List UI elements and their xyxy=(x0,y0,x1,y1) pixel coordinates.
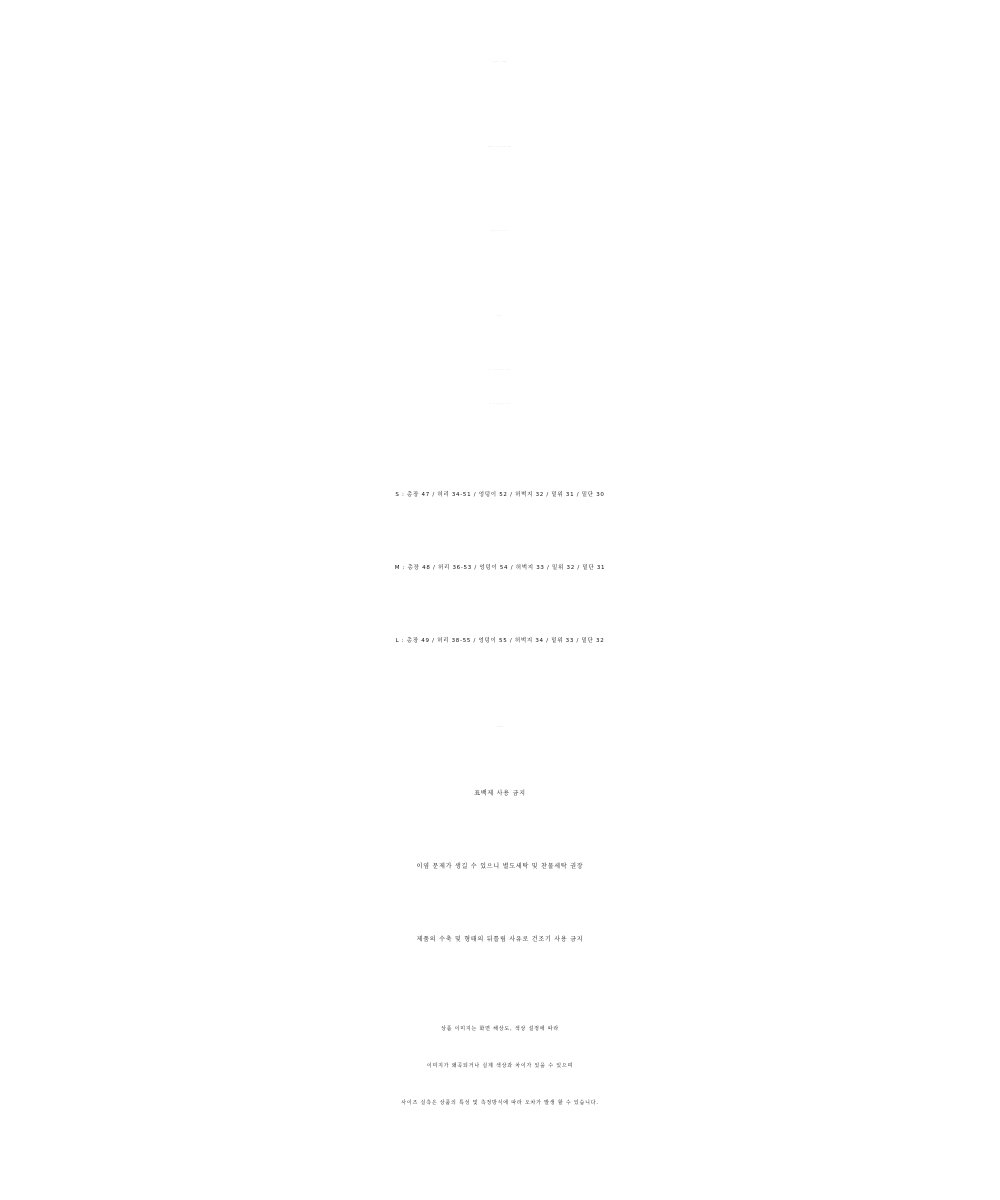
size-row-m: M : 총장 48 / 허리 36-53 / 엉덩이 54 / 허벅지 33 / 밑위 32 / 밑단 31 xyxy=(394,565,606,571)
laundry-item-bleach: 표백제 사용 금지 xyxy=(474,790,526,797)
notice-line-3: 사이즈 실측은 상품의 특성 및 측정방식에 따라 오차가 발생 할 수 있습니다. xyxy=(401,1100,599,1106)
notice-line-2: 이미지가 왜곡되거나 실제 색상과 차이가 있을 수 있으며 xyxy=(426,1063,574,1069)
size-row-s: S : 총장 47 / 허리 34-51 / 엉덩이 52 / 허벅지 32 / 밑위 31 / 밑단 30 xyxy=(395,492,605,498)
laundry-item-wash: 이염 문제가 생길 수 있으니 별도세탁 및 찬물세탁 권장 xyxy=(416,863,584,870)
notice-line-1: 상품 이미지는 화면 해상도, 색상 설정에 따라 xyxy=(440,1026,560,1032)
size-row-l: L : 총장 49 / 허리 38-55 / 엉덩이 55 / 허벅지 34 / 밑위 33 / 밑단 32 xyxy=(395,638,605,644)
laundry-item-dryer: 제품의 수축 및 형태의 뒤틀림 사유로 건조기 사용 금지 xyxy=(416,936,584,943)
